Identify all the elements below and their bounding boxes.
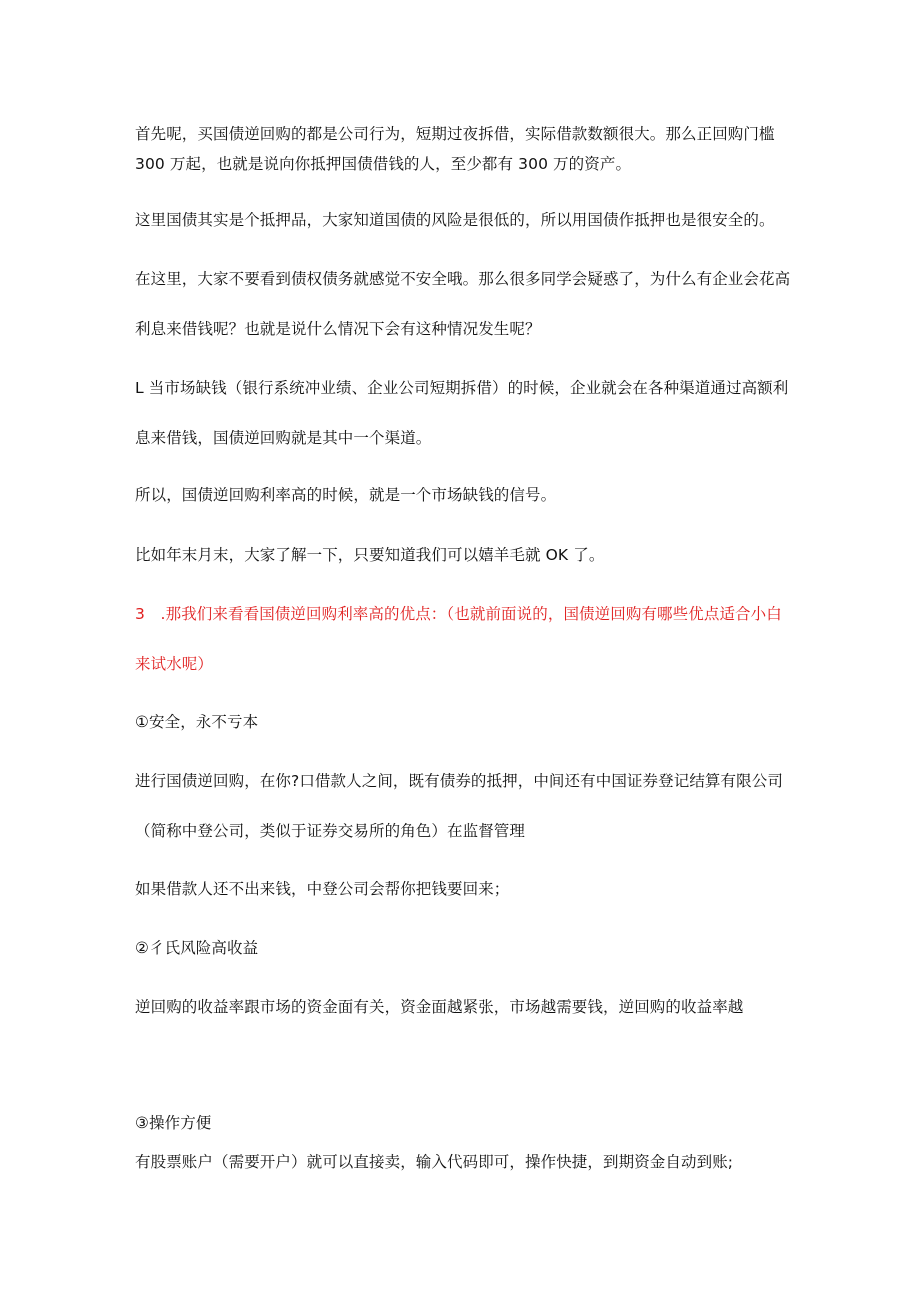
advantage-1-body-line-1: 进行国债逆回购，在你?口借款人之间，既有债券的抵押，中间还有中国证券登记结算有限公司 <box>135 772 783 790</box>
advantage-2-title: ②彳氏风险高收益 <box>135 939 259 957</box>
paragraph-year-end: 比如年末月末，大家了解一下，只要知道我们可以嬉羊毛就 OK 了。 <box>135 546 605 564</box>
paragraph-safety-line-2: 利息来借钱呢？也就是说什么情况下会有这种情况发生呢？ <box>135 320 541 338</box>
advantage-2-body: 逆回购的收益率跟市场的资金面有关，资金面越紧张，市场越需要钱，逆回购的收益率越 <box>135 998 744 1016</box>
paragraph-safety-line-1: 在这里，大家不要看到债权债务就感觉不安全哦。那么很多同学会疑惑了，为什么有企业会花高 <box>135 270 791 288</box>
advantage-3-body: 有股票账户（需要开户）就可以直接卖，输入代码即可，操作快捷，到期资金自动到账; <box>135 1153 734 1171</box>
advantage-1-body-line-3: 如果借款人还不出来钱，中登公司会帮你把钱要回来； <box>135 880 510 898</box>
advantage-1-body-line-2: （简称中登公司，类似于证券交易所的角色）在监督管理 <box>135 822 526 840</box>
advantage-3-title: ③操作方便 <box>135 1114 212 1132</box>
paragraph-collateral: 这里国债其实是个抵押品，大家知道国债的风险是很低的，所以用国债作抵押也是很安全的。 <box>135 211 775 229</box>
paragraph-intro-line-1: 首先呢，买国债逆回购的都是公司行为，短期过夜拆借，实际借款数额很大。那么正回购门槛 <box>135 125 775 143</box>
paragraph-intro-line-2: 300 万起，也就是说向你抵押国债借钱的人，至少都有 300 万的资产。 <box>135 155 632 173</box>
paragraph-market-line-1: L 当市场缺钱（银行系统冲业绩、企业公司短期拆借）的时候，企业就会在各种渠道通过高额利 <box>135 379 789 397</box>
advantage-1-title: ①安全，永不亏本 <box>135 713 259 731</box>
section-heading-advantages-line-1: 3 .那我们来看看国债逆回购利率高的优点：（也就前面说的，国债逆回购有哪些优点适合小白 <box>135 605 782 623</box>
paragraph-market-line-2: 息来借钱，国债逆回购就是其中一个渠道。 <box>135 429 432 447</box>
paragraph-signal: 所以，国债逆回购利率高的时候，就是一个市场缺钱的信号。 <box>135 486 557 504</box>
section-heading-advantages-line-2: 来试水呢） <box>135 655 214 673</box>
